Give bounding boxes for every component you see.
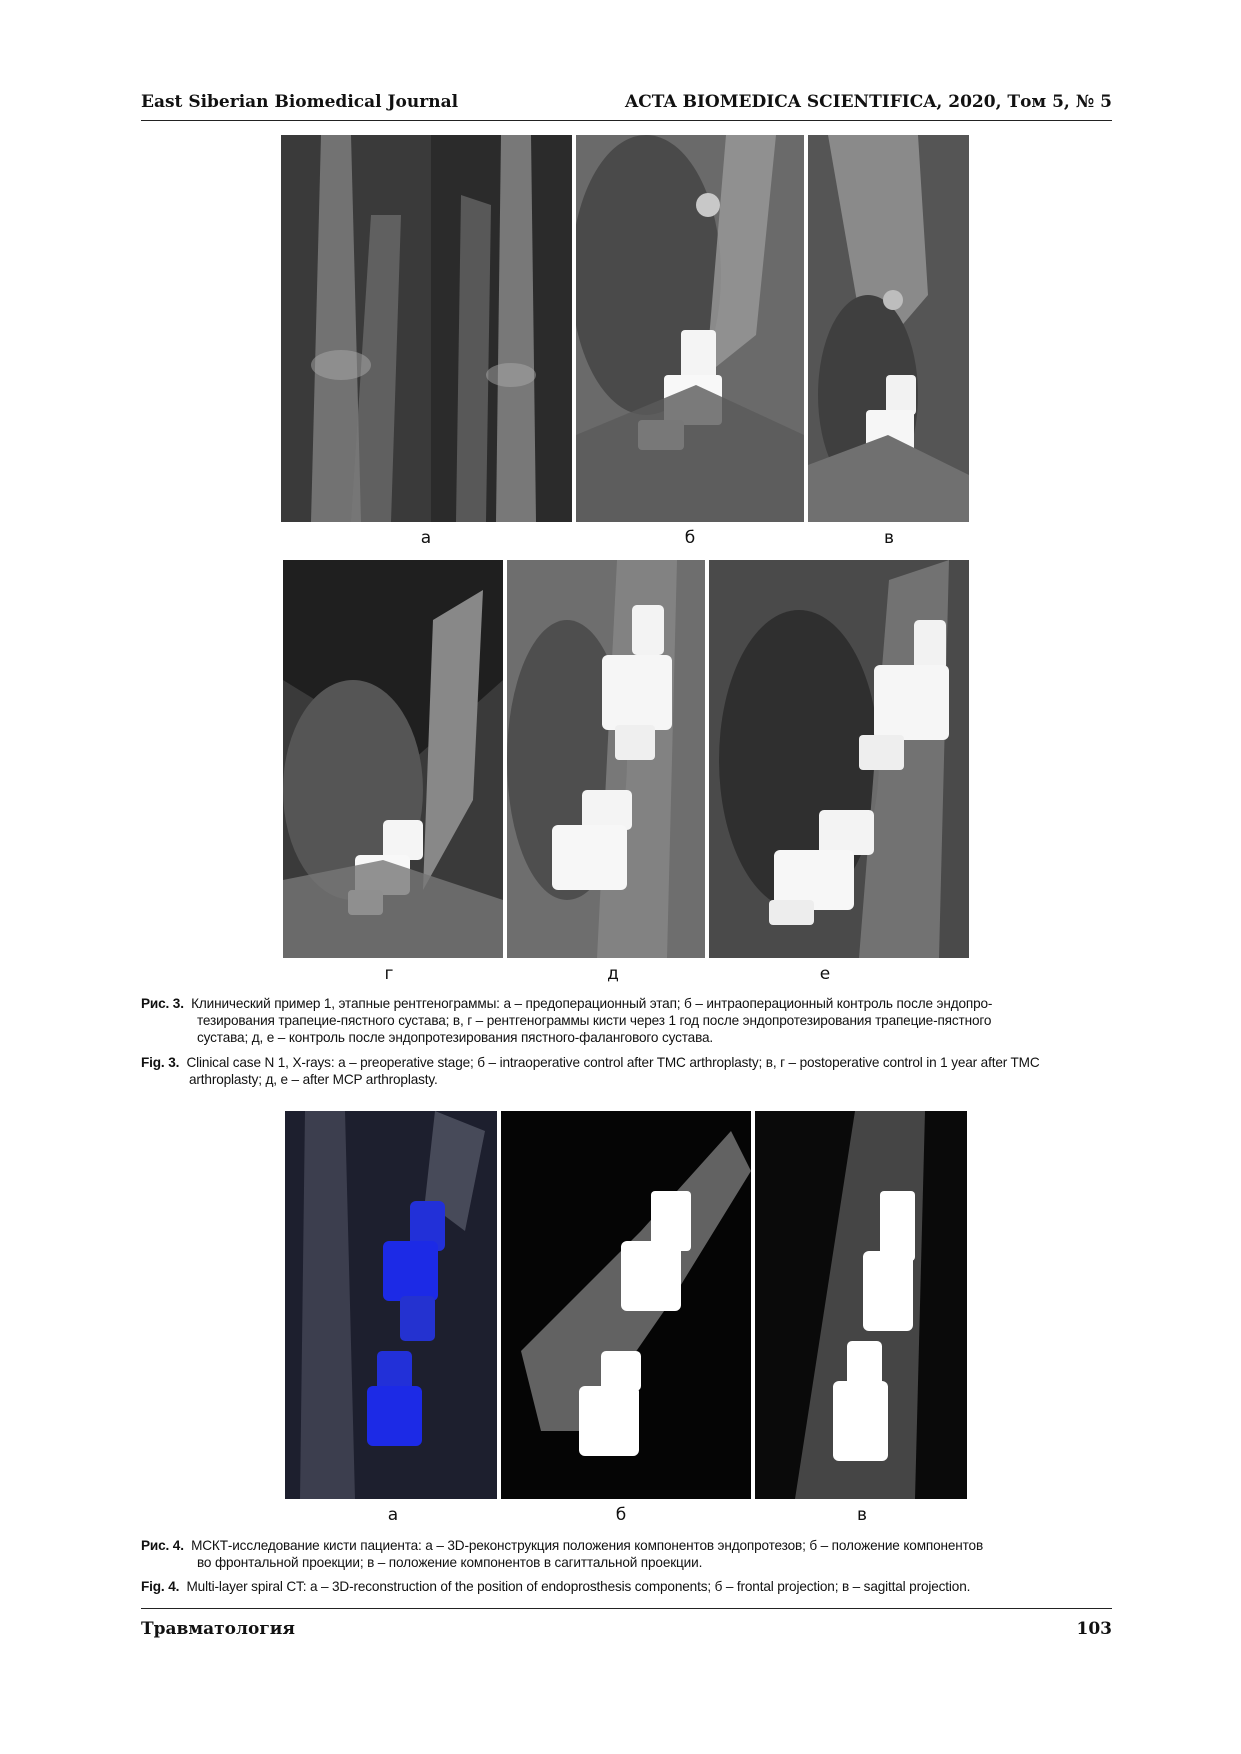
fig4-caption-en-line1: Multi-layer spiral CT: а – 3D-reconstruction of the position of endoprosthesis components; б – frontal projection; в – sagittal projection. xyxy=(186,1579,971,1594)
fig4-label-v: в xyxy=(856,1505,868,1525)
xray-3c xyxy=(808,135,969,522)
fig3-label-g: г xyxy=(384,964,394,984)
fig4-label-a: а xyxy=(387,1505,399,1525)
fig3-caption-en xyxy=(141,1054,1112,1088)
ct-4a xyxy=(285,1111,497,1499)
fig3-label-v: в xyxy=(883,528,895,548)
fig4-caption-en xyxy=(141,1578,1112,1595)
fig3-label-d: д xyxy=(607,964,619,984)
section-title: Травматология xyxy=(141,1619,295,1639)
journal-title-left: East Siberian Biomedical Journal xyxy=(141,92,459,112)
ct-4v xyxy=(755,1111,967,1499)
xray-3e xyxy=(709,560,969,958)
fig3-label-b: б xyxy=(684,528,696,548)
fig3-caption-ru-line1: Клинический пример 1, этапные рентгенограммы: а – предоперационный этап; б – интраоперационный контроль после эндопро- xyxy=(191,996,993,1011)
fig3-label-a: а xyxy=(420,528,432,548)
fig3-caption-ru-line3: сустава; д, е – контроль после эндопротезирования пястного-фалангового сустава. xyxy=(197,1030,714,1045)
ct-4b xyxy=(501,1111,751,1499)
xray-3a xyxy=(281,135,572,522)
page-number: 103 xyxy=(1076,1619,1112,1639)
fig3-caption-ru-line2: тезирования трапецие-пястного сустава; в, г – рентгенограммы кисти через 1 год после эндопротезирования трапецие-пястного xyxy=(197,1013,992,1028)
fig4-caption-ru-line2: во фронтальной проекции; в – положение компонентов в сагиттальной проекции. xyxy=(197,1555,703,1570)
running-footer xyxy=(141,1608,1112,1647)
fig3-label-e: е xyxy=(819,964,831,984)
fig4-caption-ru-num: Рис. 4. xyxy=(141,1538,184,1553)
xray-3d xyxy=(507,560,705,958)
fig4-caption-ru xyxy=(141,1537,1112,1571)
fig4-label-b: б xyxy=(615,1505,627,1525)
xray-3g xyxy=(283,560,503,958)
xray-3b xyxy=(576,135,804,522)
journal-title-right: ACTA BIOMEDICA SCIENTIFICA, 2020, Том 5, № 5 xyxy=(625,92,1112,112)
fig3-caption-ru xyxy=(141,995,1112,1046)
fig3-caption-ru-num: Рис. 3. xyxy=(141,996,184,1011)
fig3-caption-en-line2: arthroplasty; д, е – after MCP arthroplasty. xyxy=(189,1072,438,1087)
fig4-caption-en-num: Fig. 4. xyxy=(141,1579,180,1594)
fig4-caption-ru-line1: МСКТ-исследование кисти пациента: а – 3D-реконструкция положения компонентов эндопротезов; б – положение компонентов xyxy=(191,1538,984,1553)
running-header xyxy=(141,92,1112,121)
fig3-caption-en-line1: Clinical case N 1, X-rays: а – preoperative stage; б – intraoperative control after TMC arthroplasty; в, г – postoperative control in 1 year after TMC xyxy=(186,1055,1040,1070)
fig3-caption-en-num: Fig. 3. xyxy=(141,1055,180,1070)
